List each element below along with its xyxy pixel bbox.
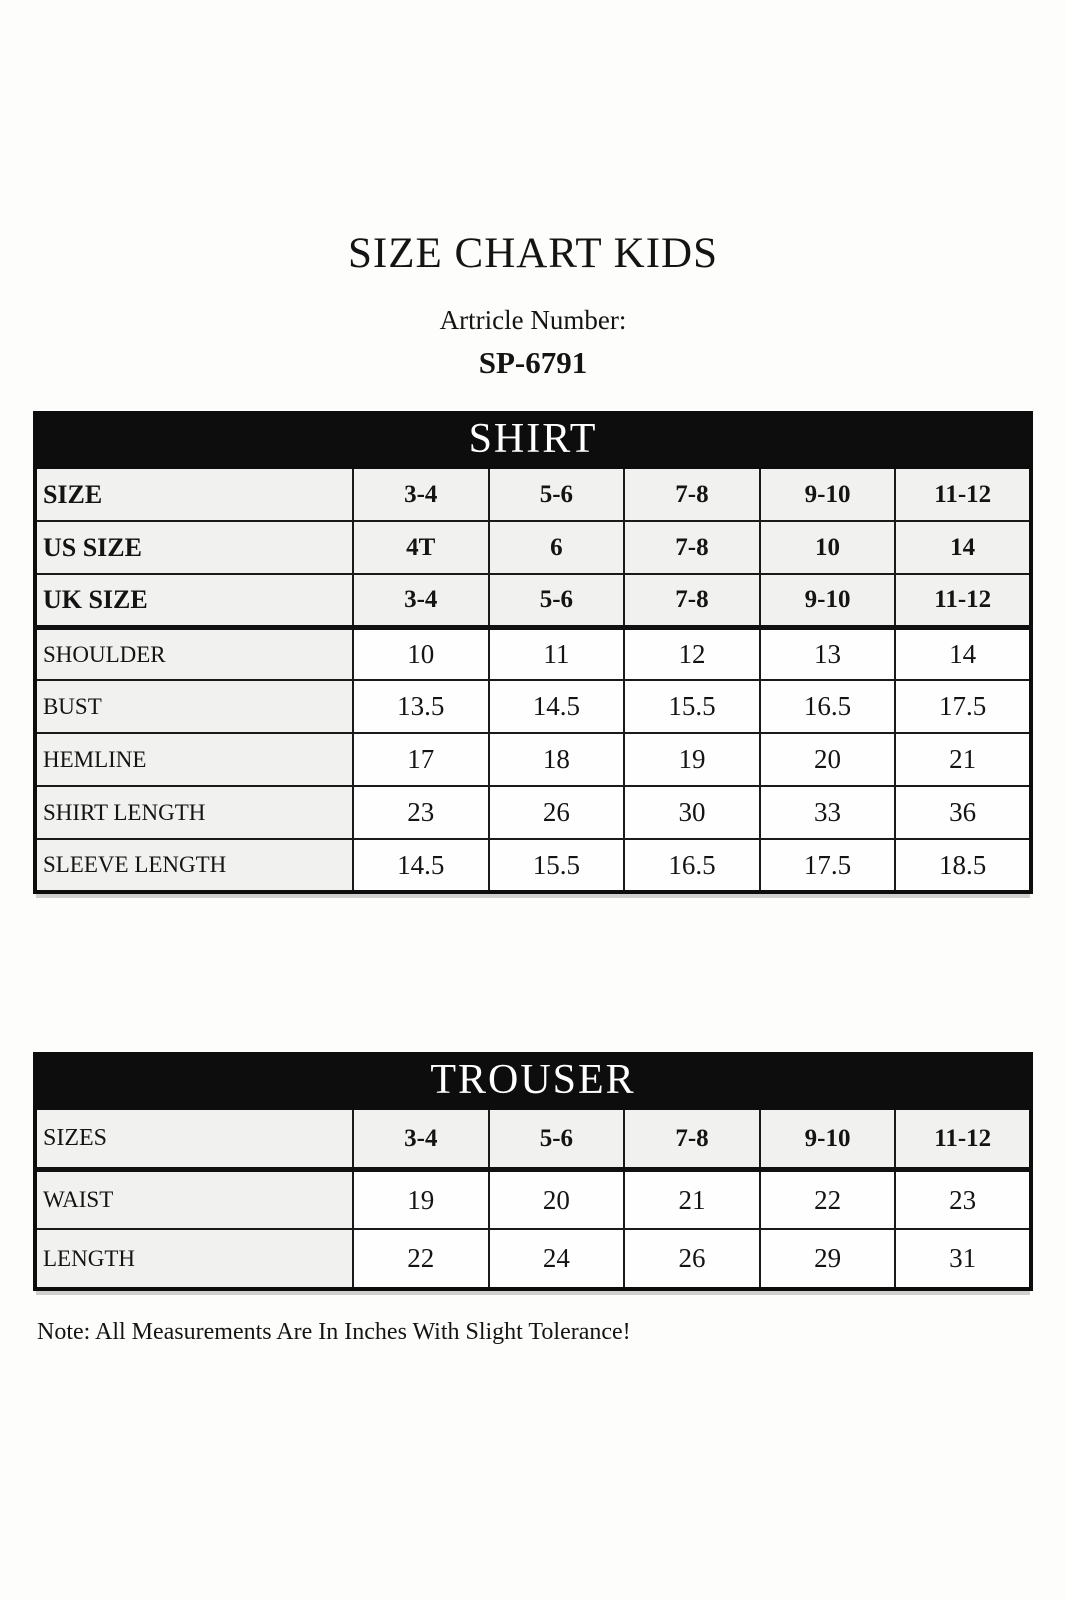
cell-value: 11-12 <box>895 574 1031 627</box>
row-label: UK SIZE <box>35 574 353 627</box>
row-label: LENGTH <box>35 1229 353 1289</box>
cell-value: 9-10 <box>760 1109 896 1169</box>
cell-value: 26 <box>489 786 625 839</box>
cell-value: 21 <box>624 1169 760 1229</box>
cell-value: 11-12 <box>895 468 1031 521</box>
measurement-note: Note: All Measurements Are In Inches With Slight Tolerance! <box>37 1319 631 1346</box>
cell-value: 20 <box>760 733 896 786</box>
cell-value: 5-6 <box>489 574 625 627</box>
table-row-bust <box>35 680 1031 733</box>
cell-value: 14 <box>895 627 1031 680</box>
cell-value: 7-8 <box>624 574 760 627</box>
cell-value: 21 <box>895 733 1031 786</box>
cell-value: 17.5 <box>895 680 1031 733</box>
cell-value: 16.5 <box>760 680 896 733</box>
cell-value: 26 <box>624 1229 760 1289</box>
table-row-waist <box>35 1169 1031 1229</box>
cell-value: 10 <box>353 627 489 680</box>
cell-value: 19 <box>624 733 760 786</box>
cell-value: 22 <box>353 1229 489 1289</box>
cell-value: 7-8 <box>624 1109 760 1169</box>
cell-value: 13 <box>760 627 896 680</box>
table-row-us-size <box>35 521 1031 574</box>
cell-value: 10 <box>760 521 896 574</box>
cell-value: 5-6 <box>489 468 625 521</box>
cell-value: 3-4 <box>353 468 489 521</box>
table-row-shoulder <box>35 627 1031 680</box>
row-label: BUST <box>35 680 353 733</box>
page-title: SIZE CHART KIDS <box>348 230 718 277</box>
table-row-sizes <box>35 1109 1031 1169</box>
article-number-value: SP-6791 <box>478 345 588 381</box>
cell-value: 23 <box>895 1169 1031 1229</box>
cell-value: 5-6 <box>489 1109 625 1169</box>
row-label: US SIZE <box>35 521 353 574</box>
cell-value: 17.5 <box>760 839 896 892</box>
shirt-table-title-band <box>35 413 1031 468</box>
cell-value: 3-4 <box>353 574 489 627</box>
row-label: SLEEVE LENGTH <box>35 839 353 892</box>
cell-value: 33 <box>760 786 896 839</box>
cell-value: 19 <box>353 1169 489 1229</box>
cell-value: 24 <box>489 1229 625 1289</box>
cell-value: 9-10 <box>760 468 896 521</box>
shirt-size-table <box>33 411 1033 894</box>
trouser-size-table <box>33 1052 1033 1291</box>
cell-value: 7-8 <box>624 468 760 521</box>
table-row-hemline <box>35 733 1031 786</box>
cell-value: 23 <box>353 786 489 839</box>
row-label: HEMLINE <box>35 733 353 786</box>
table-row-size <box>35 468 1031 521</box>
table-row-shirt-length <box>35 786 1031 839</box>
cell-value: 20 <box>489 1169 625 1229</box>
row-label: SHIRT LENGTH <box>35 786 353 839</box>
row-label: SHOULDER <box>35 627 353 680</box>
trouser-table-title: TROUSER <box>35 1054 1031 1109</box>
cell-value: 17 <box>353 733 489 786</box>
cell-value: 22 <box>760 1169 896 1229</box>
cell-value: 12 <box>624 627 760 680</box>
row-label: SIZE <box>35 468 353 521</box>
cell-value: 15.5 <box>489 839 625 892</box>
cell-value: 9-10 <box>760 574 896 627</box>
row-label: WAIST <box>35 1169 353 1229</box>
cell-value: 15.5 <box>624 680 760 733</box>
trouser-table-title-band <box>35 1054 1031 1109</box>
cell-value: 31 <box>895 1229 1031 1289</box>
cell-value: 14.5 <box>489 680 625 733</box>
table-row-length <box>35 1229 1031 1289</box>
cell-value: 18.5 <box>895 839 1031 892</box>
shirt-table-title: SHIRT <box>35 413 1031 468</box>
table-row-sleeve-length <box>35 839 1031 892</box>
cell-value: 11 <box>489 627 625 680</box>
cell-value: 3-4 <box>353 1109 489 1169</box>
cell-value: 14 <box>895 521 1031 574</box>
cell-value: 4T <box>353 521 489 574</box>
row-label: SIZES <box>35 1109 353 1169</box>
cell-value: 18 <box>489 733 625 786</box>
cell-value: 14.5 <box>353 839 489 892</box>
table-row-uk-size <box>35 574 1031 627</box>
cell-value: 29 <box>760 1229 896 1289</box>
cell-value: 36 <box>895 786 1031 839</box>
cell-value: 30 <box>624 786 760 839</box>
cell-value: 16.5 <box>624 839 760 892</box>
cell-value: 7-8 <box>624 521 760 574</box>
cell-value: 6 <box>489 521 625 574</box>
cell-value: 13.5 <box>353 680 489 733</box>
article-number-label: Artricle Number: <box>439 305 627 336</box>
cell-value: 11-12 <box>895 1109 1031 1169</box>
